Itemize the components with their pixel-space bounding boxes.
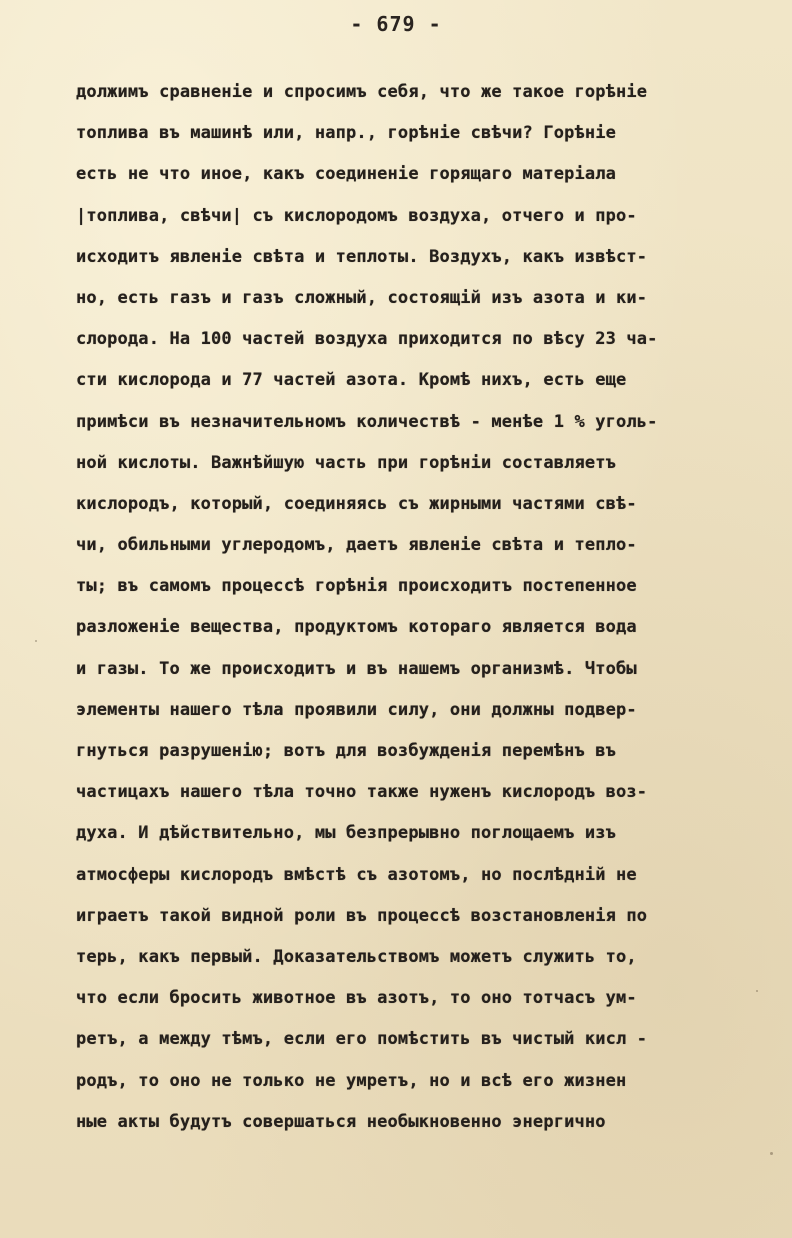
page-number: - 679 - [350, 12, 442, 36]
text-line: родъ, то оно не только не умретъ, но и всѣ его жизнен [76, 1070, 627, 1091]
text-line: чи, обильными углеродомъ, даетъ явленіе свѣта и тепло- [76, 535, 637, 556]
text-line: духа. И дѣйствительно, мы безпрерывно поглощаемъ изъ [76, 823, 617, 844]
paper-speck [770, 1152, 773, 1155]
text-line: терь, какъ первый. Доказательствомъ можетъ служить то, [76, 946, 637, 967]
typewritten-text-body [76, 72, 776, 1143]
text-line: атмосферы кислородъ вмѣстѣ съ азотомъ, но послѣдній не [76, 864, 637, 885]
text-line: гнуться разрушенію; вотъ для возбужденія перемѣнъ въ [76, 741, 617, 761]
text-line: топлива въ машинѣ или, напр., горѣніе свѣчи? Горѣніе [76, 123, 617, 144]
paper-speck [756, 990, 758, 992]
text-line: ретъ, а между тѣмъ, если его помѣстить въ чистый кисл - [76, 1029, 648, 1050]
text-line: есть не что иное, какъ соединеніе горящаго матеріала [76, 164, 617, 185]
text-line: ной кислоты. Важнѣйшую часть при горѣніи составляетъ [76, 452, 617, 473]
text-line: что если бросить животное въ азотъ, то оно тотчасъ ум- [76, 988, 637, 1009]
text-line: разложеніе вещества, продуктомъ котораго является вода [76, 617, 637, 638]
text-line: элементы нашего тѣла проявили силу, они должны подвер- [76, 699, 637, 720]
paper-speck [35, 640, 37, 642]
text-line: частицахъ нашего тѣла точно также нуженъ кислородъ воз- [76, 782, 648, 803]
text-line: и газы. То же происходитъ и въ нашемъ организмѣ. Чтобы [76, 658, 637, 679]
text-line: ные акты будутъ совершаться необыкновенно энергично [76, 1111, 606, 1132]
text-line: исходитъ явленіе свѣта и теплоты. Воздухъ, какъ извѣст- [76, 246, 648, 267]
text-line: примѣси въ незначительномъ количествѣ - менѣе 1 % уголь- [76, 411, 658, 432]
text-line: сти кислорода и 77 частей азота. Кромѣ нихъ, есть еще [76, 370, 627, 391]
text-line: кислородъ, который, соединяясь съ жирными частями свѣ- [76, 493, 637, 514]
text-line: играетъ такой видной роли въ процессѣ возстановленія по [76, 905, 648, 926]
text-line: |топлива, свѣчи| съ кислородомъ воздуха, отчего и про- [76, 205, 637, 226]
text-line: но, есть газъ и газъ сложный, состоящій изъ азота и ки- [76, 287, 648, 308]
text-line: слорода. На 100 частей воздуха приходится по вѣсу 23 ча- [76, 329, 658, 350]
text-line: ты; въ самомъ процессѣ горѣнія происходитъ постепенное [76, 576, 637, 597]
text-line: должимъ сравненіе и спросимъ себя, что же такое горѣніе [76, 82, 648, 102]
